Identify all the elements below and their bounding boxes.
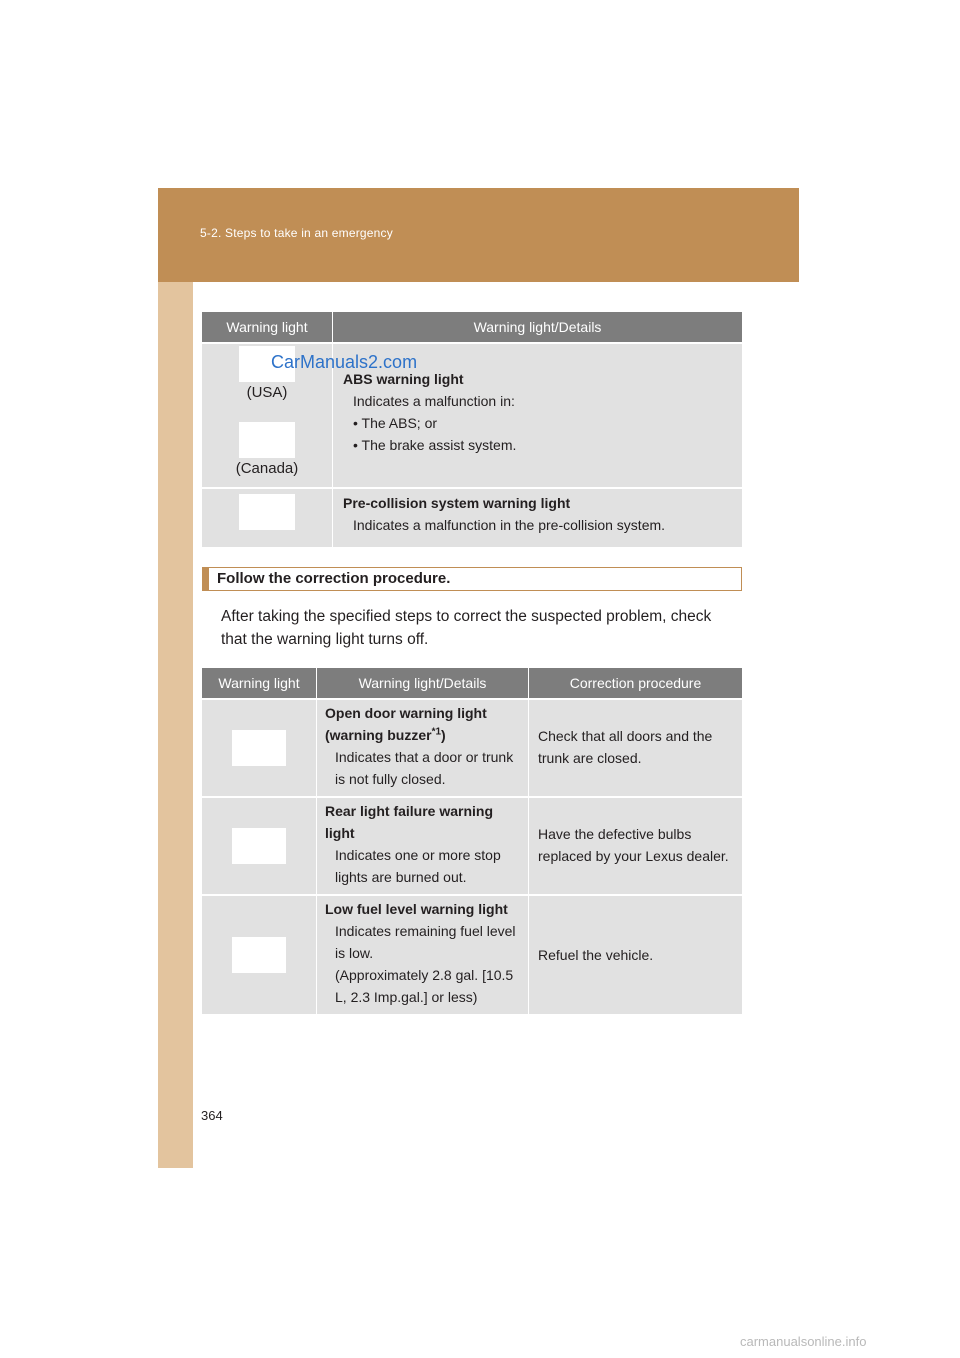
- icon-cell: [202, 698, 316, 796]
- list-item: • The brake assist system.: [353, 437, 517, 453]
- pre-collision-warning-icon: [239, 494, 295, 530]
- table-header-row: [202, 668, 742, 698]
- table-row: [202, 487, 742, 547]
- warning-light-table-2: [202, 668, 742, 1014]
- warning-description: Indicates remaining fuel level is low.: [335, 923, 516, 961]
- details-cell: [316, 796, 528, 894]
- rear-light-failure-icon: [232, 828, 286, 864]
- details-cell: [332, 487, 742, 547]
- column-header: Warning light: [202, 668, 316, 698]
- page-header: [158, 188, 799, 282]
- fuel-pump-icon: [232, 937, 286, 973]
- table-row: [202, 796, 742, 894]
- section-title: 5-2. Steps to take in an emergency: [200, 226, 393, 240]
- table-header-row: [202, 312, 742, 342]
- warning-description: Indicates one or more stop lights are burned out.: [335, 847, 501, 885]
- watermark: CarManuals2.com: [271, 352, 418, 372]
- details-cell: [316, 698, 528, 796]
- details-cell: [316, 894, 528, 1014]
- region-label: (Canada): [235, 460, 299, 477]
- warning-description: Indicates a malfunction in:: [353, 393, 515, 409]
- correction-cell: Have the defective bulbs replaced by your Lexus dealer.: [528, 796, 742, 894]
- warning-description-detail: (Approximately 2.8 gal. [10.5 L, 2.3 Imp.gal.] or less): [335, 967, 514, 1005]
- page-number: 364: [201, 1108, 223, 1123]
- warning-title: Pre-collision system warning light: [343, 495, 571, 511]
- table-row: [202, 894, 742, 1014]
- warning-light-table-1: [202, 312, 742, 547]
- correction-cell: Refuel the vehicle.: [528, 894, 742, 1014]
- footer-watermark: carmanualsonline.info: [740, 1334, 867, 1349]
- open-door-warning-icon: [232, 730, 286, 766]
- warning-title: Open door warning light (warning buzzer$^{*1}$): [325, 705, 487, 743]
- region-label: (USA): [246, 384, 288, 401]
- procedure-body: After taking the specified steps to correct the suspected problem, check that the warning light turns off.: [221, 608, 712, 648]
- warning-description: Indicates a malfunction in the pre-collision system.: [353, 517, 666, 533]
- warning-title: Rear light failure warning light: [325, 803, 494, 841]
- procedure-heading: [202, 567, 742, 591]
- list-item: • The ABS; or: [353, 415, 438, 431]
- warning-description: Indicates that a door or trunk is not fully closed.: [335, 749, 514, 787]
- icon-cell: [202, 487, 332, 547]
- procedure-heading-text: Follow the correction procedure.: [217, 570, 451, 587]
- correction-cell: Check that all doors and the trunk are closed.: [528, 698, 742, 796]
- warning-title: ABS warning light: [343, 371, 464, 387]
- warning-title: Low fuel level warning light: [325, 901, 508, 917]
- column-header: Warning light: [202, 312, 332, 342]
- column-header: Correction procedure: [528, 668, 742, 698]
- abs-warning-icon: [239, 422, 295, 458]
- icon-cell: [202, 796, 316, 894]
- icon-cell: [202, 894, 316, 1014]
- column-header: Warning light/Details: [332, 312, 742, 342]
- sidebar-band: [158, 282, 193, 1168]
- table-row: [202, 698, 742, 796]
- column-header: Warning light/Details: [316, 668, 528, 698]
